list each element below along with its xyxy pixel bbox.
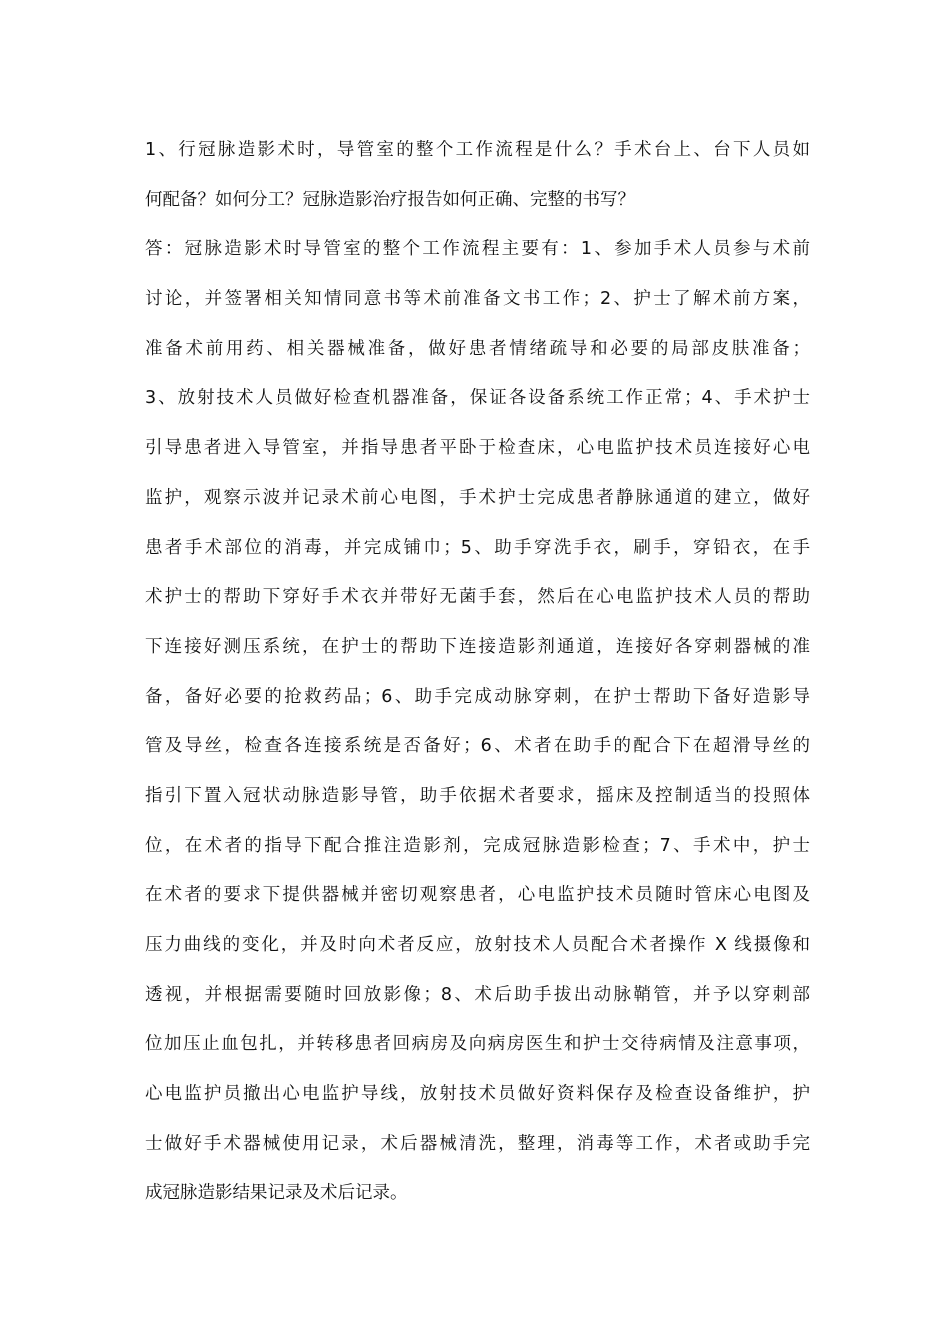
answer-line: 下连接好测压系统，在护士的帮助下连接造影剂通道，连接好各穿刺器械的准 <box>145 636 810 657</box>
document-body <box>145 133 810 1226</box>
answer-line: 士做好手术器械使用记录，术后器械清洗，整理，消毒等工作，术者或助手完 <box>145 1133 810 1154</box>
question-line: 1、行冠脉造影术时，导管室的整个工作流程是什么？手术台上、台下人员如 <box>145 140 810 160</box>
answer-line: 在术者的要求下提供器械并密切观察患者，心电监护技术员随时管床心电图及 <box>145 885 810 906</box>
question-line: 何配备？如何分工？冠脉造影治疗报告如何正确、完整的书写？ <box>145 189 635 210</box>
answer-line: 备，备好必要的抢救药品；6、助手完成动脉穿刺，在护士帮助下备好造影导 <box>145 686 810 707</box>
answer-line: 透视，并根据需要随时回放影像；8、术后助手拔出动脉鞘管，并予以穿刺部 <box>145 984 810 1005</box>
answer-line: 答：冠脉造影术时导管室的整个工作流程主要有：1、参加手术人员参与术前 <box>145 239 810 260</box>
answer-line: 引导患者进入导管室，并指导患者平卧于检查床，心电监护技术员连接好心电 <box>145 438 810 459</box>
answer-line: 术护士的帮助下穿好手术衣并带好无菌手套，然后在心电监护技术人员的帮助 <box>145 587 810 608</box>
answer-line: 指引下置入冠状动脉造影导管，助手依据术者要求，摇床及控制适当的投照体 <box>145 785 810 806</box>
answer-line: 监护，观察示波并记录术前心电图，手术护士完成患者静脉通道的建立，做好 <box>145 487 810 508</box>
answer-paragraph <box>145 232 810 1226</box>
answer-line: 心电监护员撤出心电监护导线，放射技术员做好资料保存及检查设备维护，护 <box>145 1084 810 1105</box>
answer-line: 3、放射技术人员做好检查机器准备，保证各设备系统工作正常；4、手术护士 <box>145 388 810 409</box>
answer-line: 成冠脉造影结果记录及术后记录。 <box>145 1183 408 1204</box>
answer-line: 位加压止血包扎，并转移患者回病房及向病房医生和护士交待病情及注意事项， <box>145 1034 810 1055</box>
answer-line: 患者手术部位的消毒，并完成铺巾；5、助手穿洗手衣，刷手，穿铅衣，在手 <box>145 537 810 558</box>
question-paragraph <box>145 133 810 232</box>
answer-line: 讨论，并签署相关知情同意书等术前准备文书工作；2、护士了解术前方案， <box>145 289 810 310</box>
answer-line: 管及导丝，检查各连接系统是否备好；6、术者在助手的配合下在超滑导丝的 <box>145 736 810 757</box>
answer-line: 压力曲线的变化，并及时向术者反应，放射技术人员配合术者操作 X 线摄像和 <box>145 935 810 955</box>
answer-line: 准备术前用药、相关器械准备，做好患者情绪疏导和必要的局部皮肤准备； <box>145 338 810 359</box>
answer-line: 位，在术者的指导下配合推注造影剂，完成冠脉造影检查；7、手术中，护士 <box>145 835 810 856</box>
